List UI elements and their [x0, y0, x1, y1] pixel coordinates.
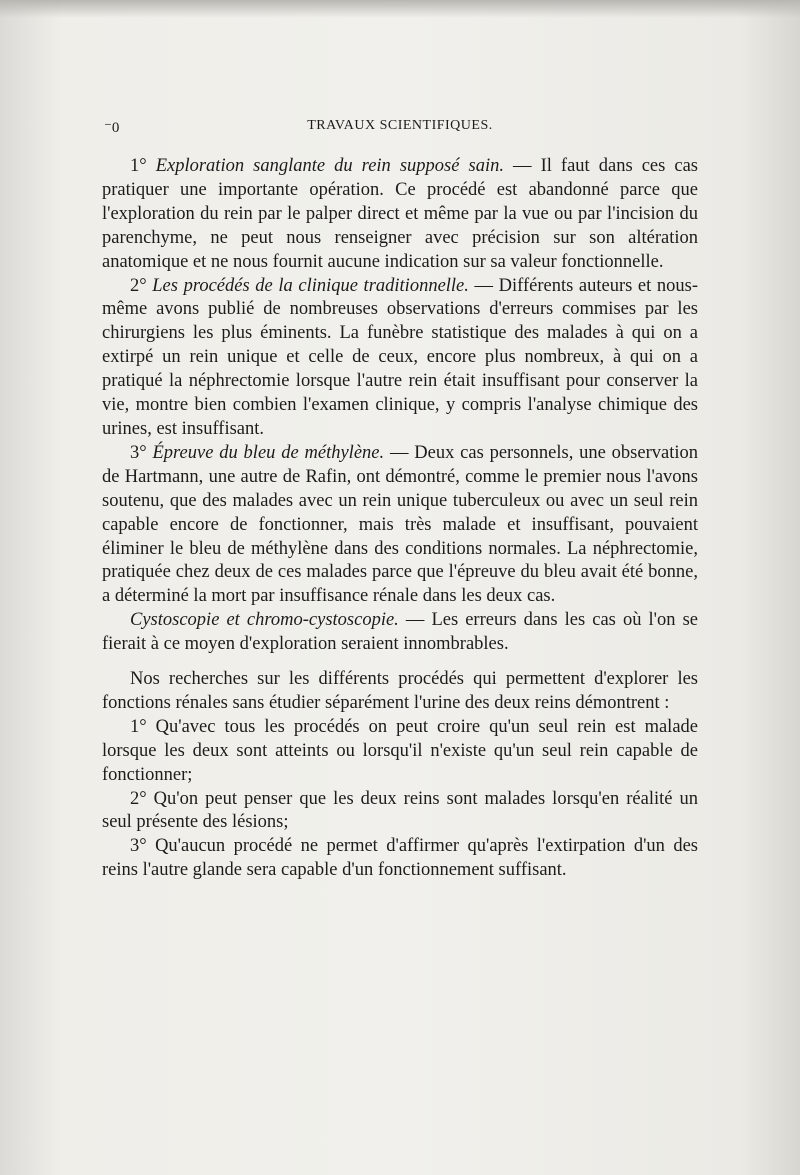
- conclusion-item-3: 3° Qu'aucun procédé ne permet d'affirmer qu'après l'extirpation d'un des reins l'autre glande sera capable d'un fonctionnement suffisant.: [102, 836, 698, 881]
- paragraph-clinique-traditionnelle: 2° Les procédés de la clinique traditionnelle. — Différents auteurs et nous-même avons publié de nombreuses observations d'erreurs commises par les chirurgiens les plus éminents. La funèbre statistique des malades à qui on a extirpé un rein unique et celle de ceux, encore plus nombreux, à qui on a pratiqué la néphrectomie lorsque l'autre rein était insuffisant pour conserver la vie, montre bien combien l'examen clinique, y compris l'analyse chimique des urines, est insuffisant.: [102, 275, 699, 439]
- paragraph-exploration-sanglante: 1° Exploration sanglante du rein supposé sain. — Il faut dans ces cas pratiquer une importante opération. Ce procédé est abandonné parce que l'exploration du rein par le palper direct et même par la vue ou par l'incision du parenchyme, ne peut nous renseigner avec précision sur son altération anatomique et ne nous fournit aucune indication sur sa valeur fonctionnelle.: [102, 156, 698, 272]
- body-text: [102, 155, 698, 883]
- conclusion-item-2: 2° Qu'on peut penser que les deux reins sont malades lorsqu'en réalité un seul présente des lésions;: [102, 788, 698, 833]
- paragraph-cystoscopie: Cystoscopie et chromo-cystoscopie. — Les erreurs dans les cas où l'on se fierait à ce moyen d'exploration seraient innombrables.: [102, 610, 698, 655]
- page-edge-shadow: [0, 0, 800, 18]
- conclusion-item-1: 1° Qu'avec tous les procédés on peut croire qu'un seul rein est malade lorsque les deux sont atteints ou lorsqu'il n'existe qu'un seul rein capable de fonctionner;: [102, 716, 698, 785]
- section-heading: Cystoscopie et chromo-cystoscopie.: [130, 610, 399, 631]
- section-heading: Épreuve du bleu de méthylène.: [152, 442, 385, 463]
- running-title: TRAVAUX SCIENTIFIQUES.: [307, 118, 493, 133]
- paragraph-nos-recherches: Nos recherches sur les différents procédés qui permettent d'explorer les fonctions rénales sans étudier séparément l'urine des deux reins démontrent :: [102, 669, 698, 713]
- paragraph-bleu-methylene: 3° Épreuve du bleu de méthylène. — Deux cas personnels, une observation de Hartmann, une autre de Rafin, ont démontré, comme le premier nous l'avons soutenu, que des malades avec un rein unique tuberculeux ou avec un seul rein capable encore de fonctionner, mais très malade et insuffisant, pouvaient éliminer le bleu de méthylène dans des conditions normales. La néphrectomie, pratiquée chez deux de ces malades parce que l'épreuve du bleu avait été bonne, a déterminé la mort par insuffisance rénale dans les deux cas.: [102, 442, 698, 607]
- page-header: [100, 118, 700, 138]
- section-heading: Les procédés de la clinique traditionnelle.: [152, 275, 469, 296]
- section-heading: Exploration sanglante du rein supposé sain.: [155, 156, 504, 176]
- page-number: ⁻0: [104, 120, 120, 136]
